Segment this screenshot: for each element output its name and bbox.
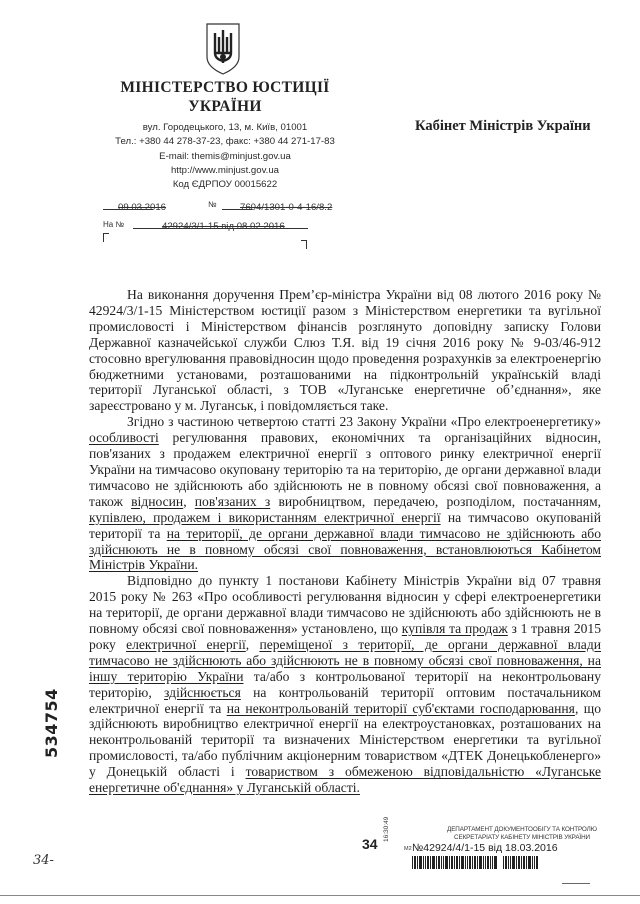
text-span: , <box>183 493 195 509</box>
text-span: з 1 травня 2015 року <box>89 621 602 652</box>
underlined-span: товариством з обмеженою відповідальністю «Луганське енергетичне об'єднання» у Луганській області. <box>89 764 601 796</box>
vertical-registration-number: 534754 <box>42 688 61 758</box>
short-divider <box>562 883 590 884</box>
text-span: регулювання правових, економічних та організаційних відносин, пов'язаних з продажем електричної енергії з оптового ринку електричної енергії України на тимчасово окуповану територію та на територію, де органи державної влади тимчасово не здійснюють або здійснюють не в повному обсязі свої повноваження, а також <box>89 430 601 509</box>
text-span: , що здійснюють виробництво електричної енергії на електроустановках, розташованих на неконтрольованій території та визначених Міністерством енергетики та вугільної промисловості, та/або публічним акціонерним товариством «ДТЕК Донецькобленерго» у Донецькій області і <box>89 700 602 780</box>
underlined-span: купівля та продаж <box>401 621 508 637</box>
underlined-span: переміщеної з території, де органи державної влади тимчасово не здійснюють або здійснюють не в повному обсязі свої повноваження, на іншу територію України <box>89 636 602 684</box>
underlined-span: здійснюється <box>164 684 241 700</box>
underlined-span: на території, де органи державної влади тимчасово не здійснюють або здійснюють не в повному обсязі свої повноваження, встановлюються Кабінетом Міністрів України. <box>89 525 601 573</box>
number-label: № <box>208 200 217 209</box>
stamp-time: 16:30:49 <box>383 816 390 842</box>
paragraph-3 <box>89 573 601 796</box>
ministry-email: E-mail: themis@minjust.gov.ua <box>159 150 291 162</box>
outgoing-date: 09.03.2016 <box>118 202 167 213</box>
underlined-span: пов'язаних з <box>194 493 271 509</box>
text-span: Відповідно до пункту 1 постанови Кабінету Міністрів України від 07 травня 2015 року № 263 «Про особливості регулювання відносин у сфері електроенергетики на території, де органи державної влади тимчасово не здійснюють або здійснюють не в повному обсязі свої повноваження» установлено, що <box>89 573 601 637</box>
paragraph-1: На виконання доручення Прем’єр-міністра України від 08 лютого 2016 року № 42924/3/1-15 Міністерством юстиції разом з Міністерством енергетики та вугільної промисловості і Міністерством фінансів розглянуто доповідну записку Голови Державної казначейської служби Слюз Т.Я. від 19 січня 2016 року № 9-03/46-912 стосовно врегулювання правовідносин щодо проведення розрахунків за електроенергію бюджетними установами, розташованими на підконтрольній українській владі території Луганської області, з ТОВ «Луганське енергетичне об’єднання», яке зареєстровано у м. Луганськ, і повідомляється таке. <box>89 287 601 414</box>
text-span: на тимчасово окупованій території та <box>89 509 601 541</box>
barcode-icon <box>412 856 580 869</box>
stamp-page-count: 34 <box>362 836 378 852</box>
ministry-name-line2: УКРАЇНИ <box>188 98 262 115</box>
text-span: на контрольованій території оптовим постачальником електричної енергії та <box>89 684 601 716</box>
address-window-corner-left <box>103 233 109 242</box>
underlined-span: особливості <box>89 430 159 446</box>
text-span: , <box>245 636 260 652</box>
ministry-address: вул. Городецького, 13, м. Київ, 01001 <box>142 122 308 133</box>
page-bottom-edge <box>0 895 640 896</box>
ministry-website: http://www.minjust.gov.ua <box>170 164 280 176</box>
underlined-span: електричної енергії <box>126 636 246 652</box>
underlined-span: на неконтрольованій території суб'єктами господарювання <box>226 700 575 716</box>
reply-label: На № <box>103 220 125 229</box>
underlined-span: відносин <box>131 493 184 509</box>
paragraph-2 <box>89 414 601 573</box>
underlined-span: купівлею, продажем і використанням електричної енергії <box>89 509 441 525</box>
trident-emblem-icon <box>205 23 241 75</box>
stamp-department-line1: ДЕПАРТАМЕНТ ДОКУМЕНТООБІГУ ТА КОНТРОЛЮ <box>447 826 597 833</box>
stamp-department-line2: СЕКРЕТАРІАТУ КАБІНЕТУ МІНІСТРІВ УКРАЇНИ <box>454 833 590 841</box>
text-span: та/або з контрольованої території на неконтрольовану територію, <box>89 668 601 700</box>
ministry-phone-fax: Тел.: +380 44 278-37-23, факс: +380 44 271-17-83 <box>115 136 335 148</box>
stamp-operator-code: М2 <box>404 846 412 852</box>
handwritten-page-note: 34- <box>33 853 54 868</box>
text-span: Згідно з частиною четвертою статті 23 Закону України «Про електроенергетику» <box>127 414 601 430</box>
reply-reference: 42924/3/1-15 від 08.02.2016 <box>162 221 285 232</box>
outgoing-number: 7604/1301-0-4-16/8.2 <box>240 202 333 213</box>
stamp-incoming-number: №42924/4/1-15 від 18.03.2016 <box>412 842 558 854</box>
ministry-name-line1: МІНІСТЕРСТВО ЮСТИЦІЇ <box>120 79 330 96</box>
text-span: виробництвом, передачею, розподілом, постачанням, <box>270 493 601 509</box>
letter-body <box>89 287 601 796</box>
incoming-stamp-department <box>432 826 612 841</box>
ministry-name <box>100 78 350 116</box>
addressee: Кабінет Міністрів України <box>415 118 591 134</box>
ministry-contacts <box>100 121 350 192</box>
address-window-corner-right <box>301 240 307 249</box>
ministry-edrpou: Код ЄДРПОУ 00015622 <box>172 179 278 191</box>
